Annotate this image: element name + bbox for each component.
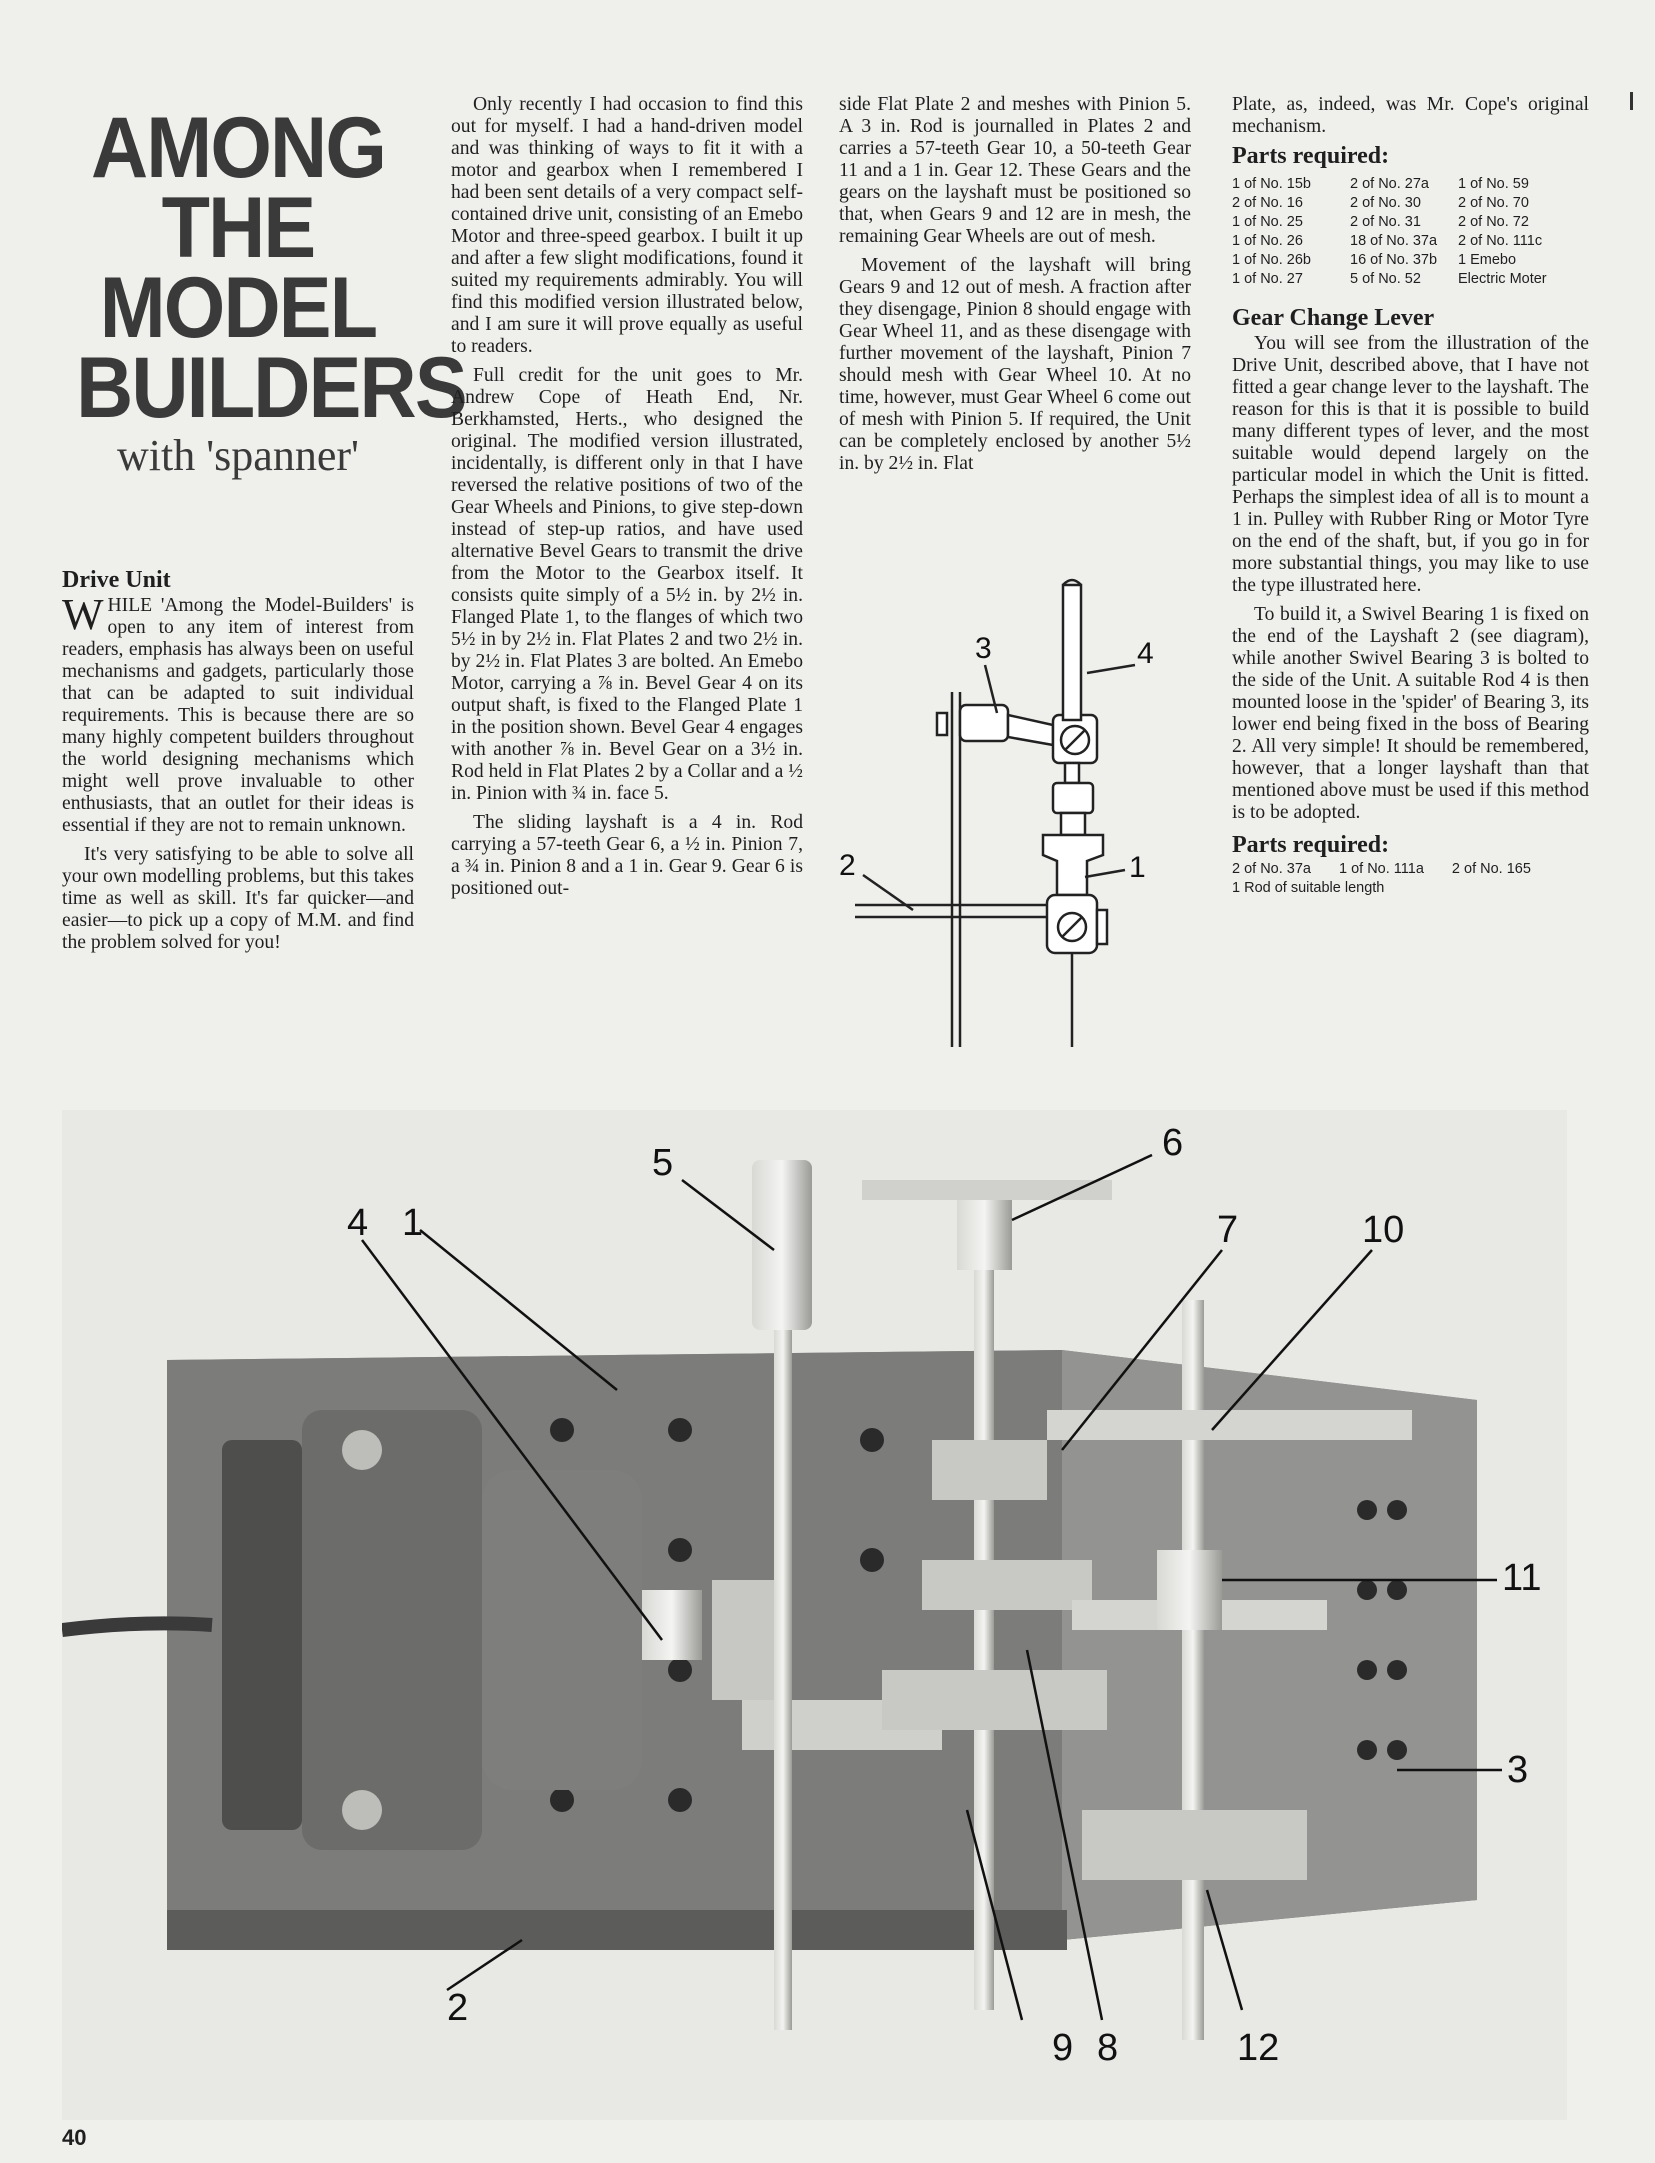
col4-paragraph-2: You will see from the illustration of the Drive Unit, described above, that I have not fitted a gear change lever to the layshaft. The reason for this is that it is possible to build many different types of lever, and the most suitable would depend largely on the particular model in which the Unit is fitted. Perhaps the simplest idea of all is to mount a 1 in. Pulley with Rubber Ring or Motor Tyre on the end of the shaft, but, if you go in for more substantial things, you may like to use the type illustrated here. [1232, 333, 1589, 596]
column-4 [1232, 94, 1589, 898]
column-1 [62, 94, 466, 961]
col2-paragraph-3: The sliding layshaft is a 4 in. Rod carrying a 57-teeth Gear 6, a ½ in. Pinion 7, a ¾ in. Pinion 8 and a 1 in. Gear 9. Gear 6 is positioned out- [451, 812, 803, 899]
photo-label-4: 4 [347, 1202, 369, 1244]
col4-paragraph-1: Plate, as, indeed, was Mr. Cope's original mechanism. [1232, 94, 1589, 137]
diagram-label-3: 3 [975, 632, 992, 665]
parts-item: 1 of No. 15b [1232, 176, 1311, 192]
headline-byline: with 'spanner' [117, 431, 359, 480]
parts-item: 2 of No. 30 [1350, 195, 1421, 211]
diagram-label-2: 2 [839, 849, 856, 882]
column-2 [451, 94, 803, 907]
parts-item: 2 of No. 165 [1451, 861, 1531, 877]
page-number: 40 [62, 2125, 87, 2150]
drive-unit-photograph [62, 1110, 1567, 2120]
headline-line-3: MODEL [99, 260, 377, 356]
col3-paragraph-2: Movement of the layshaft will bring Gears 9 and 12 out of mesh. A fraction after they disengage, Pinion 8 should engage with Gear Wheel 11, and as these disengage with further movement of the layshaft, Pinion 7 should mesh with Gear Wheel 10. At no time, however, must Gear Wheel 6 come out of mesh with Pinion 5. If required, the Unit can be completely enclosed by another 5½ in. by 2½ in. Flat [839, 255, 1191, 474]
parts-required-heading-2: Parts required: [1232, 832, 1390, 858]
parts-item: 1 Emebo [1458, 252, 1517, 268]
parts-item: 5 of No. 52 [1350, 271, 1421, 287]
section-heading-gear-change-lever: Gear Change Lever [1232, 305, 1435, 331]
parts-item: 2 of No. 70 [1458, 195, 1529, 211]
parts-item: 1 Rod of suitable length [1232, 880, 1385, 896]
parts-item: 18 of No. 37a [1350, 233, 1438, 249]
parts-list-gear-lever [1232, 860, 1589, 898]
column-3 [839, 94, 1191, 482]
parts-item: 2 of No. 72 [1458, 214, 1529, 230]
headline-line-2: THE [161, 180, 315, 276]
drop-cap: W [62, 590, 104, 639]
photo-label-11: 11 [1502, 1557, 1542, 1599]
parts-item: 2 of No. 16 [1232, 195, 1303, 211]
photo-label-1: 1 [402, 1202, 424, 1244]
parts-item: 1 of No. 111a [1339, 861, 1424, 877]
diagram-label-1: 1 [1129, 851, 1146, 884]
photo-label-12: 12 [1237, 2027, 1280, 2069]
col2-paragraph-1: Only recently I had occasion to find this out for myself. I had a hand-driven model and was thinking of ways to fit it with a motor and gearbox when I remembered I had been sent details of a very compact self-contained drive unit, consisting of an Emebo Motor and three-speed gearbox. I built it up and after a few slight modifications, found it suited my requirements admirably. You will find this modified version illustrated below, and I am sure it will prove equally as useful to readers. [451, 94, 803, 357]
photo-label-3: 3 [1507, 1749, 1529, 1791]
parts-list-drive-unit [1232, 175, 1589, 289]
parts-item: 2 of No. 31 [1350, 214, 1421, 230]
drive-unit-paragraph-2: It's very satisfying to be able to solve all your own modelling problems, but this takes time as well as skill. It's far quicker—and easier—to pick up a copy of M.M. and find the problem solved for you! [62, 844, 414, 953]
photo-label-6: 6 [1162, 1122, 1184, 1164]
headline-line-4: BUILDERS [76, 340, 466, 436]
section-heading-drive-unit: Drive Unit [62, 567, 171, 593]
col2-paragraph-2: Full credit for the unit goes to Mr. Andrew Cope of Heath End, Nr. Berkhamsted, Herts., who designed the original. The modified version illustrated, incidentally, is different only in that I have reversed the relative positions of two of the Gear Wheels and Pinions, to give step-down instead of step-up ratios, and have used alternative Bevel Gears to transmit the drive from the Motor to the Gearbox itself. It consists quite simply of a 5½ in. by 2½ in. Flanged Plate 1, to the flanges of which two 5½ in by 2½ in. Flat Plates 2 and two 2½ in. by 2½ in. Flat Plates 3 are bolted. An Emebo Motor, carrying a ⅞ in. Bevel Gear 4 on its output shaft, is fixed to the Flanged Plate 1 in the position shown. Bevel Gear 4 engages with another ⅞ in. Bevel Gear on a 3½ in. Rod held in Flat Plates 2 by a Collar and a ½ in. Pinion with ¾ in. face 5. [451, 365, 803, 804]
drive-unit-text-1: HILE 'Among the Model-Builders' is open to any item of interest from readers, emphasis has always been on useful mechanisms and gadgets, particularly those that can be adapted to suit individual requirements. This is because there are so many highly competent builders throughout the world designing mechanisms which might well prove invaluable to other enthusiasts, that an outlet for their ideas is essential if they are not to remain unknown. [62, 595, 414, 836]
photo-label-10: 10 [1362, 1209, 1405, 1251]
drive-unit-paragraph-1 [62, 590, 414, 837]
parts-item: 2 of No. 111c [1458, 233, 1543, 249]
parts-item: 2 of No. 37a [1232, 861, 1311, 877]
parts-item: Electric Moter [1458, 271, 1547, 287]
parts-item: 1 of No. 27 [1232, 271, 1303, 287]
parts-item: 1 of No. 26b [1232, 252, 1311, 268]
photo-label-9: 9 [1052, 2027, 1074, 2069]
photo-label-8: 8 [1097, 2027, 1119, 2069]
photo-label-2: 2 [447, 1987, 469, 2029]
parts-required-heading-1: Parts required: [1232, 143, 1390, 169]
diagram-label-4: 4 [1137, 637, 1154, 670]
col3-paragraph-1: side Flat Plate 2 and meshes with Pinion 5. A 3 in. Rod is journalled in Plates 2 and carries a 57-teeth Gear 10, a 50-teeth Gear 11 and a 1 in. Gear 12. These Gears and the gears on the layshaft must be positioned so that, when Gears 9 and 12 are in mesh, the remaining Gear Wheels are out of mesh. [839, 94, 1191, 247]
headline-line-1: AMONG [90, 100, 386, 196]
photo-label-7: 7 [1217, 1209, 1239, 1251]
parts-item: 1 of No. 26 [1232, 233, 1303, 249]
parts-item: 2 of No. 27a [1350, 176, 1429, 192]
parts-item: 1 of No. 59 [1458, 176, 1529, 192]
edge-mark [1630, 92, 1633, 110]
parts-item: 1 of No. 25 [1232, 214, 1303, 230]
parts-item: 16 of No. 37b [1350, 252, 1438, 268]
gear-lever-diagram [825, 565, 1205, 1055]
col4-paragraph-3: To build it, a Swivel Bearing 1 is fixed on the end of the Layshaft 2 (see diagram), while another Swivel Bearing 3 is bolted to the side of the Unit. A suitable Rod 4 is then mounted loose in the 'spider' of Bearing 3, its lower end being fixed in the boss of Bearing 2. All very simple! It should be remembered, however, that a longer layshaft than that mentioned above must be used if this method is to be adopted. [1232, 604, 1589, 823]
photo-label-5: 5 [652, 1142, 674, 1184]
